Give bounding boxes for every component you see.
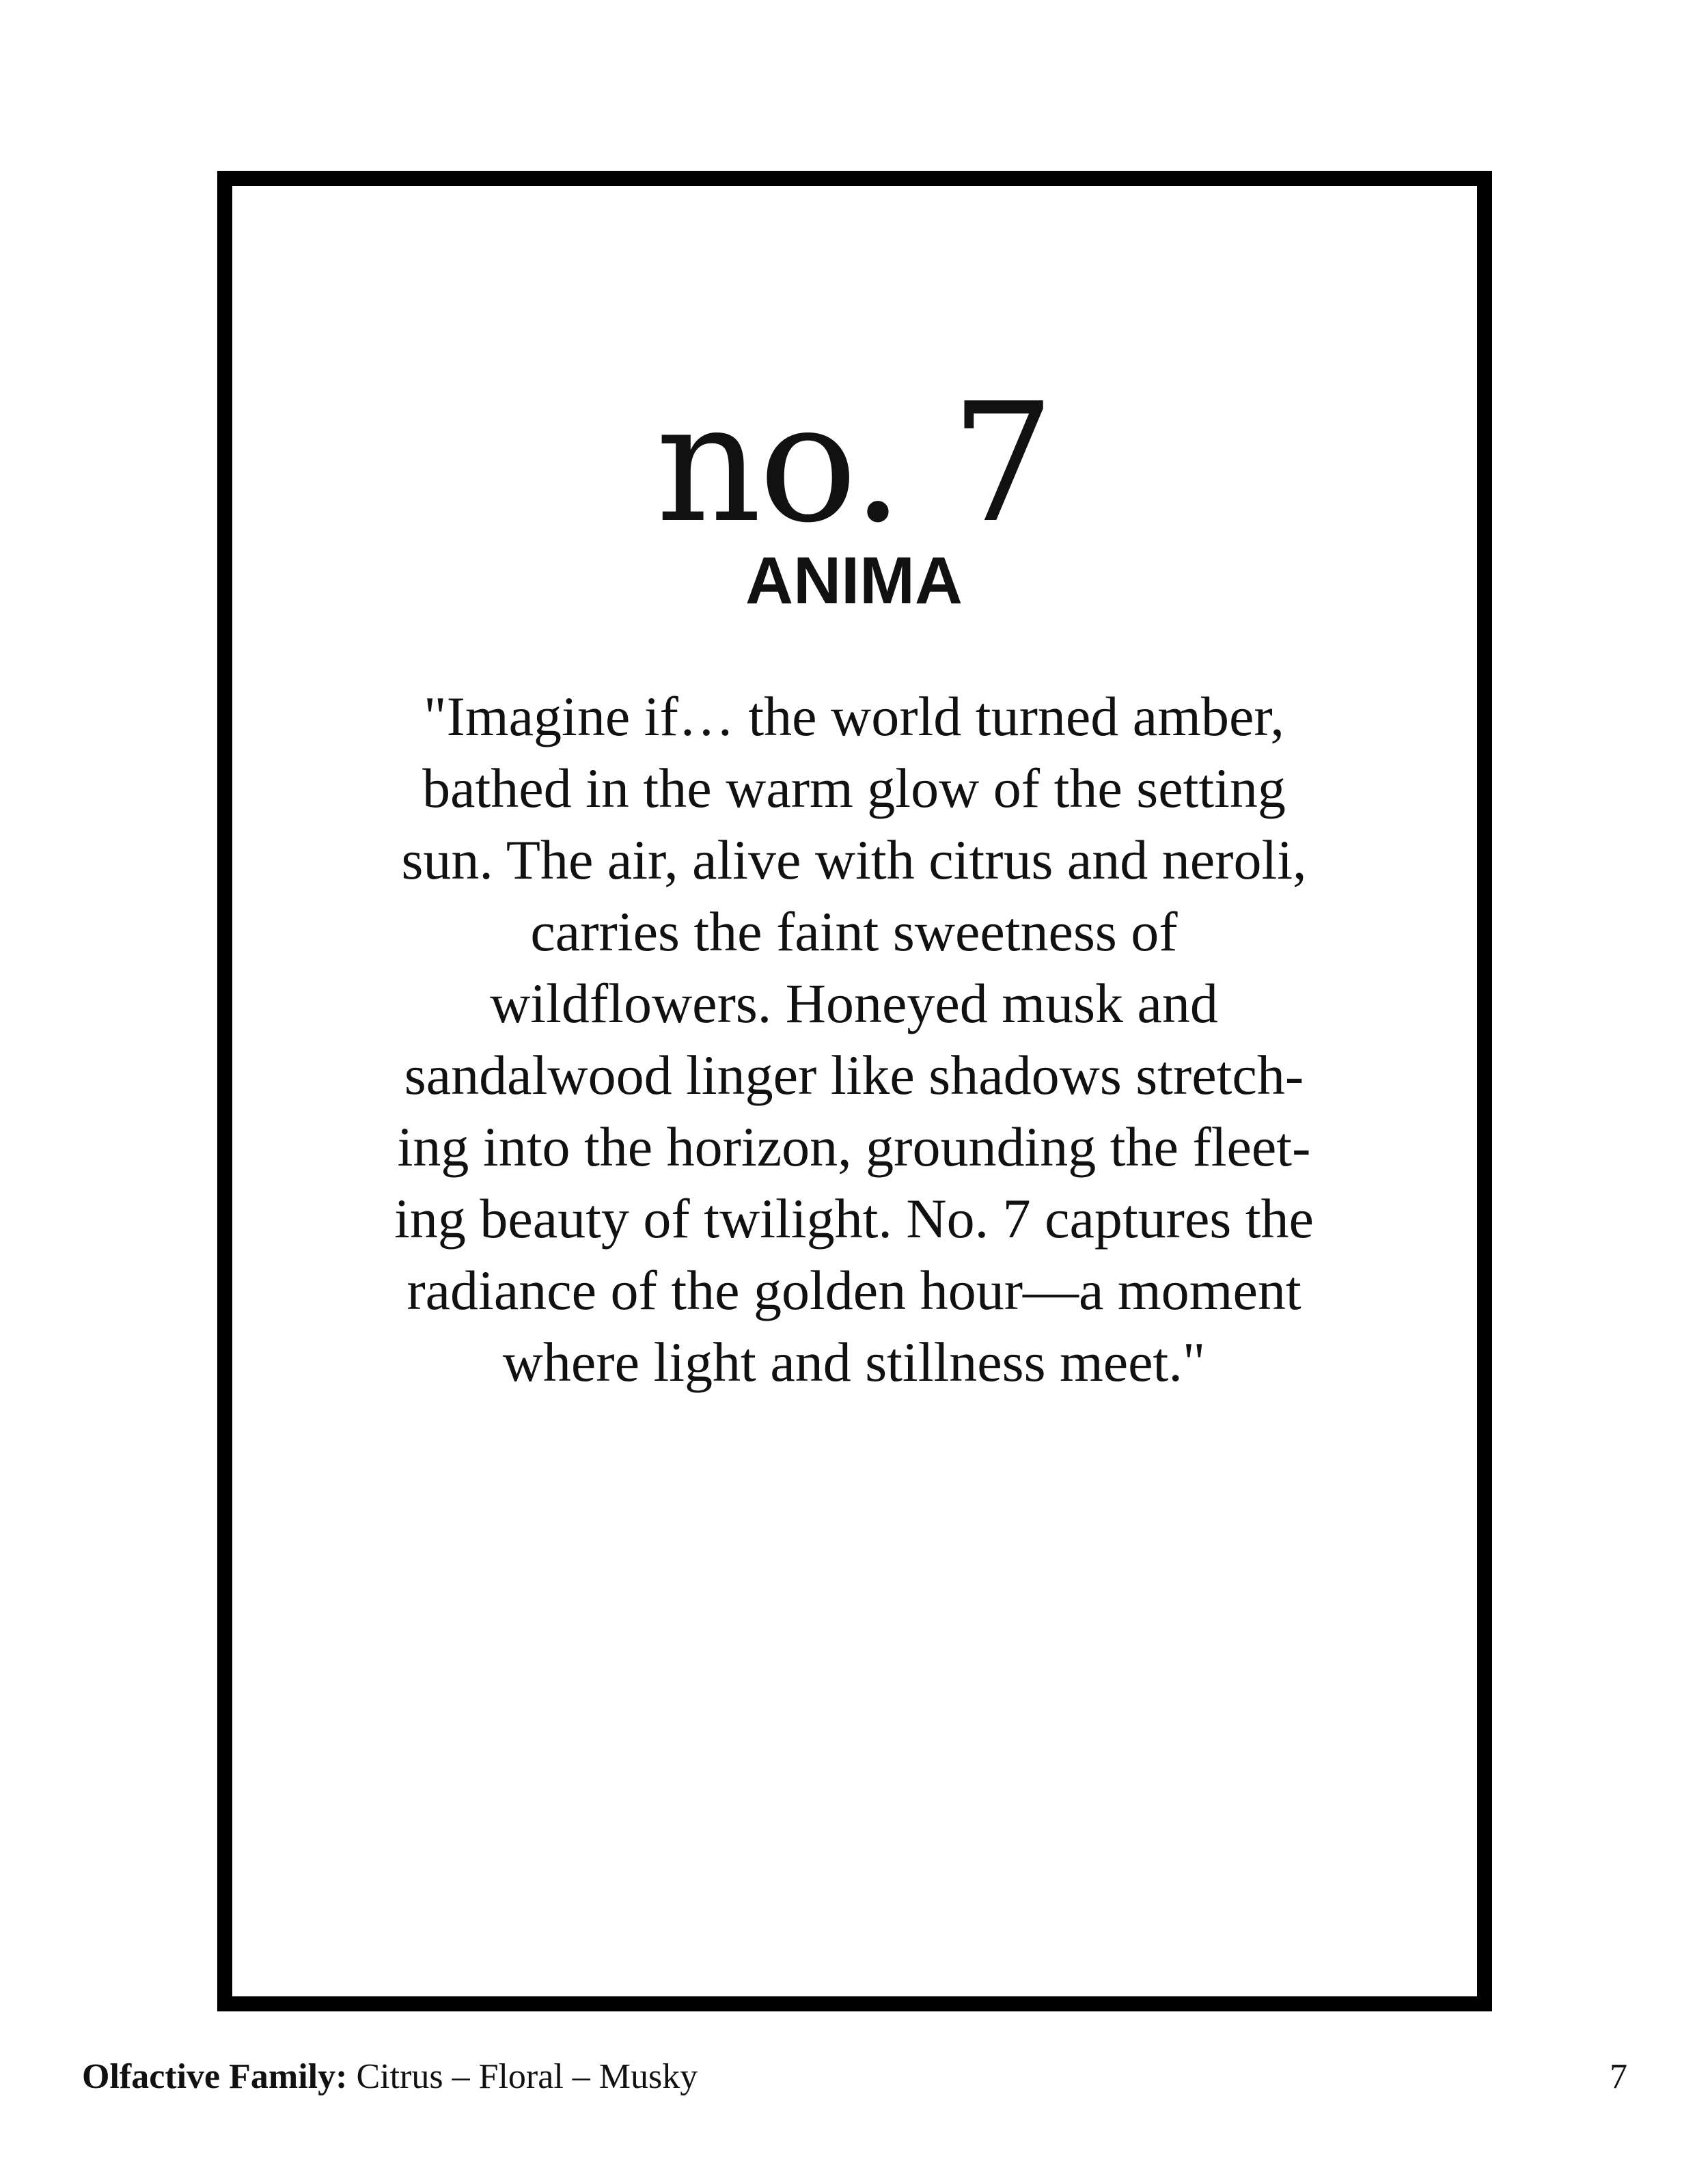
description-line: ing into the horizon, grounding the fleet- bbox=[397, 1116, 1311, 1178]
olfactive-family-value: Citrus – Floral – Musky bbox=[356, 2057, 698, 2096]
description-line: radiance of the golden hour—a moment bbox=[407, 1259, 1301, 1321]
description-line: wildflowers. Honeyed musk and bbox=[490, 972, 1218, 1034]
description-line: sandalwood linger like shadows stretch- bbox=[404, 1044, 1304, 1106]
description-line: sun. The air, alive with citrus and neroli, bbox=[401, 829, 1307, 891]
page-number: 7 bbox=[1610, 2057, 1627, 2096]
description-line: where light and stillness meet." bbox=[502, 1331, 1206, 1393]
description-line: ing beauty of twilight. No. 7 captures the bbox=[394, 1187, 1314, 1250]
fragrance-description bbox=[369, 680, 1339, 1398]
olfactive-family bbox=[82, 2056, 698, 2097]
olfactive-family-label: Olfactive Family: bbox=[82, 2057, 348, 2096]
description-line: bathed in the warm glow of the setting bbox=[422, 757, 1286, 819]
description-line: carries the faint sweetness of bbox=[530, 900, 1178, 963]
description-line: "Imagine if… the world turned amber, bbox=[424, 685, 1284, 747]
fragrance-name: ANIMA bbox=[745, 543, 963, 618]
fragrance-number: no. 7 bbox=[655, 368, 1053, 559]
